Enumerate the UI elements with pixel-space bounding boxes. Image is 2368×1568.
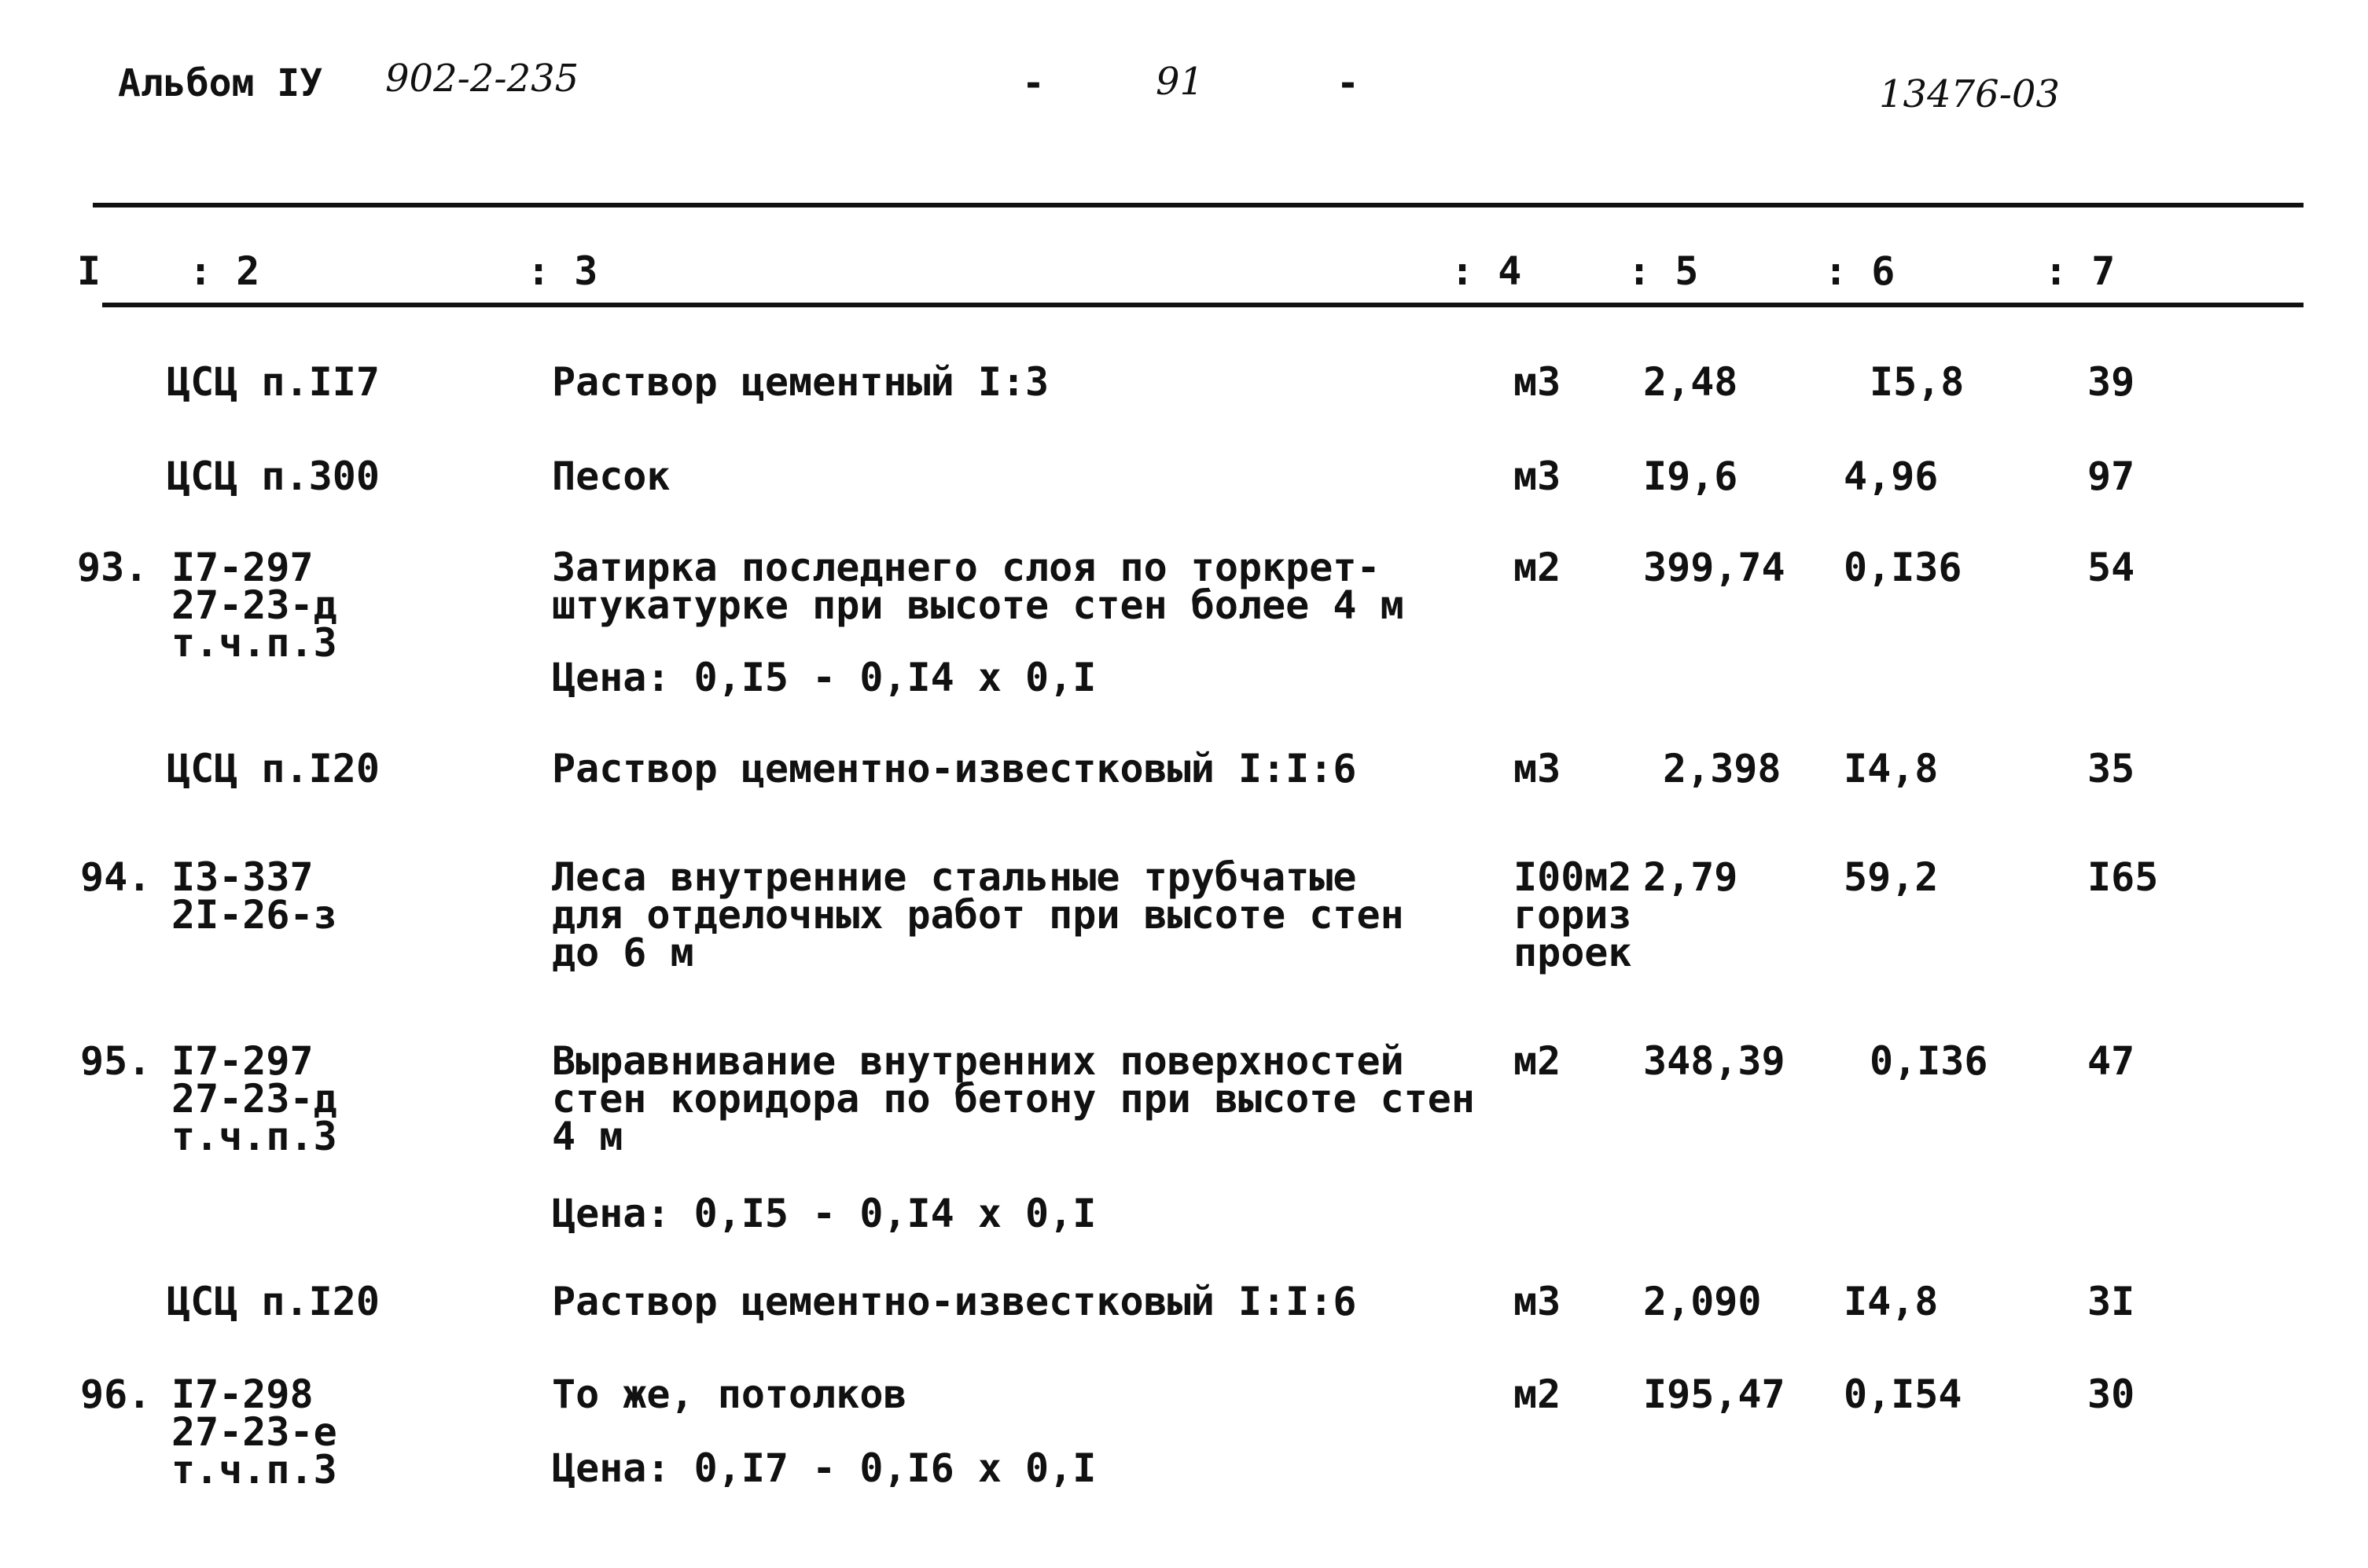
- row-quantity: 2,398: [1663, 746, 1782, 791]
- row-unit: I00м2 гориз проек: [1513, 854, 1632, 975]
- row-code: I7-297 27-23-д т.ч.п.3: [171, 545, 337, 666]
- project-number: 902-2-235: [385, 57, 579, 101]
- row-description: Леса внутренние стальные трубчатые для отделочных работ при высоте стен до 6 м: [552, 854, 1404, 975]
- colnum-5: : 5: [1627, 248, 1699, 294]
- row-total: 30: [2087, 1372, 2135, 1417]
- row-code: ЦСЦ п.300: [167, 454, 380, 499]
- page-dash-left: -: [1022, 61, 1045, 105]
- colnum-6: : 6: [1824, 248, 1896, 294]
- row-price: 59,2: [1844, 854, 1939, 900]
- price-formula: Цена: 0,I7 - 0,I6 x 0,I: [552, 1445, 1097, 1491]
- row-description: Затирка последнего слоя по торкрет- штукатурке при высоте стен более 4 м: [552, 545, 1404, 628]
- row-total: 97: [2087, 454, 2135, 499]
- row-number: 93.: [77, 545, 149, 590]
- page-dash-right: -: [1337, 61, 1359, 105]
- row-unit: м3: [1513, 454, 1561, 499]
- row-total: 39: [2087, 359, 2135, 405]
- row-description: То же, потолков: [552, 1372, 907, 1417]
- row-total: 35: [2087, 746, 2135, 791]
- row-description: Раствор цементно-известковый I:I:6: [552, 746, 1357, 791]
- row-unit: м3: [1513, 359, 1561, 405]
- row-price: I4,8: [1844, 1279, 1939, 1324]
- row-total: 54: [2087, 545, 2135, 590]
- row-price: I5,8: [1870, 359, 1965, 405]
- page-number: 91: [1156, 60, 1204, 104]
- row-quantity: 348,39: [1643, 1038, 1785, 1084]
- row-number: 94.: [80, 854, 152, 900]
- document-code: 13476-03: [1879, 72, 2060, 116]
- colnum-2: : 2: [189, 248, 260, 294]
- row-unit: м2: [1513, 545, 1561, 590]
- row-code: ЦСЦ п.I20: [167, 746, 380, 791]
- row-quantity: 2,090: [1643, 1279, 1762, 1324]
- row-number: 95.: [80, 1038, 152, 1084]
- row-total: 3I: [2087, 1279, 2135, 1324]
- row-code: ЦСЦ п.II7: [167, 359, 380, 405]
- row-total: 47: [2087, 1038, 2135, 1084]
- row-total: I65: [2087, 854, 2159, 900]
- colnum-1: I: [77, 248, 101, 294]
- row-quantity: 399,74: [1643, 545, 1785, 590]
- row-quantity: I95,47: [1643, 1372, 1785, 1417]
- row-price: 4,96: [1844, 454, 1939, 499]
- row-code: ЦСЦ п.I20: [167, 1279, 380, 1324]
- row-price: 0,I36: [1870, 1038, 1988, 1084]
- top-rule: [93, 203, 2304, 207]
- row-price: 0,I54: [1844, 1372, 1962, 1417]
- row-quantity: I9,6: [1643, 454, 1738, 499]
- row-price: I4,8: [1844, 746, 1939, 791]
- colnum-3: : 3: [527, 248, 598, 294]
- row-unit: м3: [1513, 746, 1561, 791]
- row-description: Раствор цементный I:3: [552, 359, 1050, 405]
- row-unit: м2: [1513, 1038, 1561, 1084]
- row-quantity: 2,79: [1643, 854, 1738, 900]
- row-description: Выравнивание внутренних поверхностей стен коридора по бетону при высоте стен 4 м: [552, 1038, 1475, 1159]
- row-description: Песок: [552, 454, 671, 499]
- row-price: 0,I36: [1844, 545, 1962, 590]
- row-quantity: 2,48: [1643, 359, 1738, 405]
- row-unit: м2: [1513, 1372, 1561, 1417]
- row-number: 96.: [80, 1372, 152, 1417]
- colnum-7: : 7: [2044, 248, 2116, 294]
- row-code: I7-298 27-23-е т.ч.п.3: [171, 1372, 337, 1493]
- album-label: Альбом IУ: [118, 61, 323, 105]
- header-rule: [102, 303, 2304, 307]
- row-description: Раствор цементно-известковый I:I:6: [552, 1279, 1357, 1324]
- colnum-4: : 4: [1451, 248, 1522, 294]
- row-code: I7-297 27-23-д т.ч.п.3: [171, 1038, 337, 1159]
- row-code: I3-337 2I-26-з: [171, 854, 337, 938]
- price-formula: Цена: 0,I5 - 0,I4 x 0,I: [552, 655, 1097, 700]
- row-unit: м3: [1513, 1279, 1561, 1324]
- price-formula: Цена: 0,I5 - 0,I4 x 0,I: [552, 1191, 1097, 1236]
